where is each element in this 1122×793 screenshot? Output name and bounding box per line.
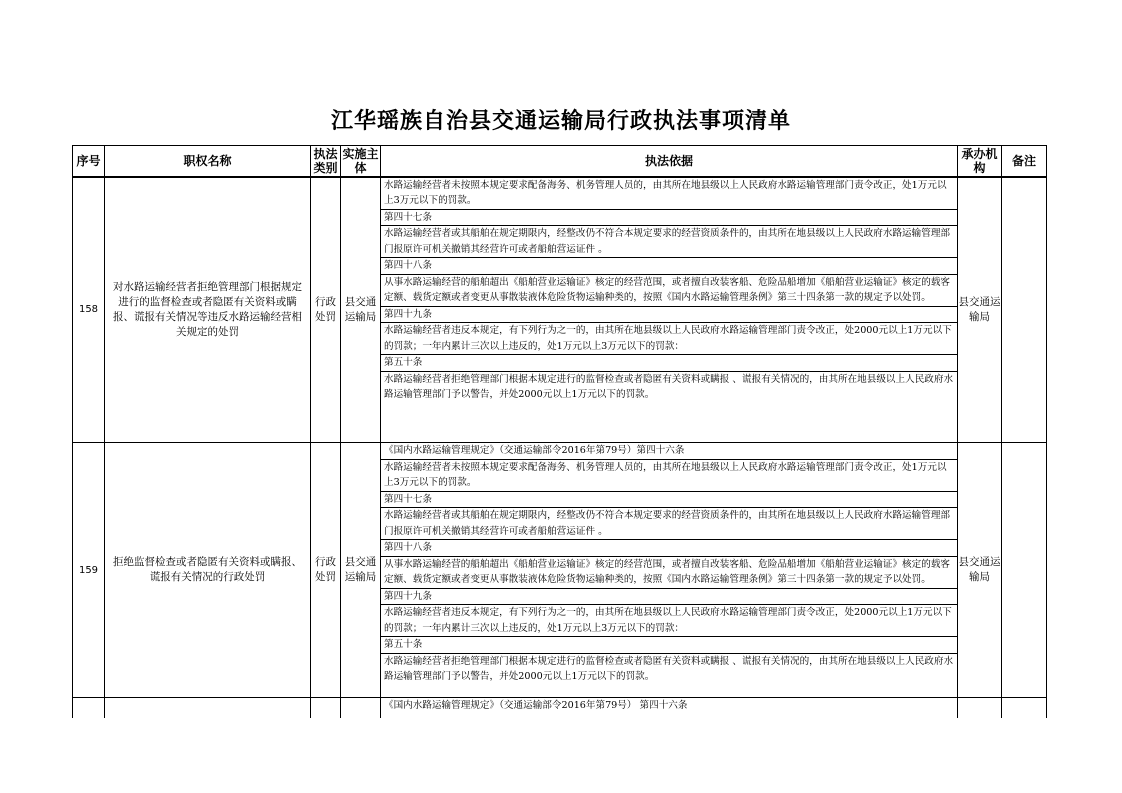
basis-paragraph: 第四十九条 <box>381 589 957 606</box>
remarks <box>1002 698 1047 718</box>
enforcement-table <box>72 145 1047 718</box>
enforcement-category: 行政处罚 <box>311 443 341 698</box>
basis-paragraph: 第四十八条 <box>381 258 957 275</box>
power-name: 对水路运输经营者拒绝管理部门根据规定进行的监督检查或者隐匿有关资料或瞒报、谎报有关情况等违反水路运输经营相关规定的处罚 <box>105 177 311 443</box>
basis-paragraph: 第四十七条 <box>381 210 957 227</box>
basis-paragraph: 《国内水路运输管理规定》（交通运输部令2016年第79号） 第四十六条 <box>384 700 688 711</box>
basis-paragraph: 水路运输经营者违反本规定，有下列行为之一的，由其所在地县级以上人民政府水路运输管理部门责令改正，处2000元以上1万元以下的罚款；一年内累计三次以上违反的，处1万元以上3万元以下的罚款： <box>381 605 957 637</box>
basis-paragraph: 水路运输经营者或其船舶在规定期限内，经整改仍不符合本规定要求的经营资质条件的，由其所在地县级以上人民政府水路运输管理部门报原许可机关撤销其经营许可或者船舶营运证件 。 <box>381 508 957 540</box>
basis-paragraph: 水路运输经营者拒绝管理部门根据本规定进行的监督检查或者隐匿有关资料或瞒报 、谎报有关情况的，由其所在地县级以上人民政府水路运输管理部门予以警告，并处2000元以上1万元以下的罚款。 <box>384 655 954 682</box>
basis-paragraph: 《国内水路运输管理规定》（交通运输部令2016年第79号）第四十六条 <box>381 443 957 460</box>
table-row <box>73 443 1047 698</box>
implementing-agency <box>341 698 381 718</box>
basis-paragraph: 水路运输经营者未按照本规定要求配备海务、机务管理人员的，由其所在地县级以上人民政府水路运输管理部门责令改正，处1万元以上3万元以下的罚款。 <box>381 178 957 210</box>
handling-agency: 县交通运输局 <box>958 177 1002 443</box>
power-name <box>105 698 311 718</box>
row-number: 159 <box>73 443 105 698</box>
enforcement-category: 行政处罚 <box>311 177 341 443</box>
header-remarks: 备注 <box>1002 146 1047 177</box>
header-agency: 实施主体 <box>342 146 379 175</box>
table-row <box>73 177 1047 443</box>
implementing-agency: 县交通运输局 <box>341 177 381 443</box>
basis-paragraph: 第四十七条 <box>381 492 957 509</box>
legal-basis <box>381 698 958 718</box>
header-category: 执法类别 <box>311 146 341 177</box>
basis-paragraph: 第五十条 <box>381 355 957 372</box>
basis-paragraph: 第五十条 <box>381 637 957 654</box>
basis-paragraph: 从事水路运输经营的船舶超出《船舶营业运输证》核定的经营范围，或者擅自改装客船、危险品船增加《船舶营业运输证》核定的载客定额、载货定额或者变更从事散装液体危险货物运输种类的，按照《国内水路运输管理条例》第三十四条第一款的规定予以处罚。 <box>381 275 957 307</box>
header-row <box>73 146 1047 177</box>
row-number: 158 <box>73 177 105 443</box>
basis-paragraph: 第四十九条 <box>381 307 957 324</box>
basis-paragraph: 水路运输经营者违反本规定，有下列行为之一的，由其所在地县级以上人民政府水路运输管理部门责令改正，处2000元以上1万元以下的罚款；一年内累计三次以上违反的，处1万元以上3万元以下的罚款： <box>381 323 957 355</box>
legal-basis <box>381 443 958 698</box>
remarks <box>1002 177 1047 443</box>
basis-paragraph: 从事水路运输经营的船舶超出《船舶营业运输证》核定的经营范围，或者擅自改装客船、危险品船增加《船舶营业运输证》核定的载客定额、载货定额或者变更从事散装液体危险货物运输种类的，按照《国内水路运输管理条例》第三十四条第一款的规定予以处罚。 <box>381 557 957 589</box>
basis-paragraph: 水路运输经营者未按照本规定要求配备海务、机务管理人员的，由其所在地县级以上人民政府水路运输管理部门责令改正，处1万元以上3万元以下的罚款。 <box>381 460 957 492</box>
header-name: 职权名称 <box>105 146 311 177</box>
power-name: 拒绝监督检查或者隐匿有关资料或瞒报、谎报有关情况的行政处罚 <box>105 443 311 698</box>
basis-paragraph: 水路运输经营者或其船舶在规定期限内，经整改仍不符合本规定要求的经营资质条件的，由其所在地县级以上人民政府水路运输管理部门报原许可机关撤销其经营许可或者船舶营运证件 。 <box>381 226 957 258</box>
remarks <box>1002 443 1047 698</box>
row-number <box>73 698 105 718</box>
header-basis: 执法依据 <box>381 146 958 177</box>
handling-agency: 县交通运输局 <box>958 443 1002 698</box>
table-row <box>73 698 1047 718</box>
handling-agency <box>958 698 1002 718</box>
header-handler: 承办机构 <box>958 146 1002 177</box>
basis-paragraph: 水路运输经营者拒绝管理部门根据本规定进行的监督检查或者隐匿有关资料或瞒报 、谎报有关情况的，由其所在地县级以上人民政府水路运输管理部门予以警告，并处2000元以上1万元以下的罚款。 <box>384 373 954 400</box>
legal-basis <box>381 177 958 443</box>
basis-paragraph: 第四十八条 <box>381 540 957 557</box>
implementing-agency: 县交通运输局 <box>341 443 381 698</box>
document-title: 江华瑶族自治县交通运输局行政执法事项清单 <box>330 108 791 134</box>
header-num: 序号 <box>73 146 105 177</box>
enforcement-category <box>311 698 341 718</box>
